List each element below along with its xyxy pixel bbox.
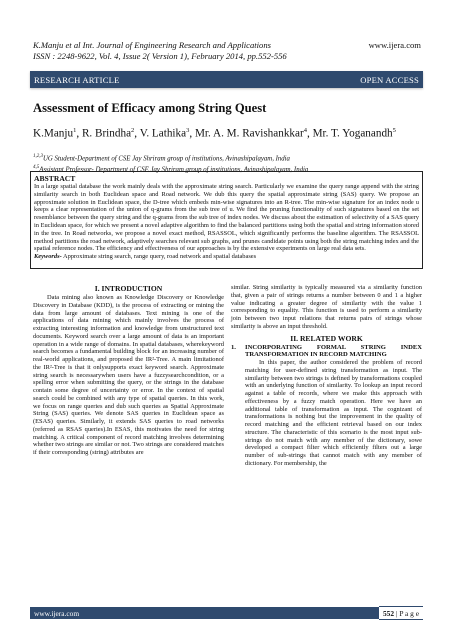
affiliation-sup: 1,2,3 bbox=[33, 154, 43, 159]
right-column bbox=[231, 284, 422, 468]
subsection-heading bbox=[231, 344, 422, 360]
abstract-heading: ABSTRACT bbox=[34, 174, 76, 183]
author-sup: 4 bbox=[303, 127, 307, 134]
author-sup: 2 bbox=[131, 127, 135, 134]
issn-line: ISSN : 2248-9622, Vol. 4, Issue 2( Version 1), February 2014, pp.552-556 bbox=[33, 51, 287, 61]
author-name: Mr. A. M. Ravishankkar bbox=[194, 127, 304, 140]
subsection-title: INCORPORATING FORMAL STRING INDEX TRANSFORMATION IN RECORD MATCHING bbox=[245, 343, 422, 359]
affiliation-text: Assistant Professor- Department of CSE Jay Shriram group of institutions, Avinashipalayam, India bbox=[39, 166, 309, 174]
section-heading-introduction: I. INTRODUCTION bbox=[94, 284, 163, 293]
article-banner bbox=[30, 71, 423, 88]
page-number: 552 bbox=[382, 608, 395, 618]
left-column bbox=[33, 284, 224, 457]
author-name: Mr. T. Yoganandh bbox=[312, 127, 393, 140]
author-sup: 3 bbox=[186, 127, 190, 134]
keywords-label: Keywords- bbox=[34, 253, 62, 261]
subsection-number: 1. bbox=[231, 343, 236, 351]
introduction-paragraph: Data mining also known as Knowledge Discovery or Knowledge Discovery in Database (KDD), is the process of extracting or mining the data from large amount of databases. Text mining is one of the applications of data mining which mainly involves the process of extracting interesting information and knowledge from unstructured text documents. Keyword search over a large amount of data is an important operation in a wide range of domains. In spatial databases, wherekeyword search becomes a fundamental building block for an increasing number of real-world applications, and proposed the IR²-Tree. A main limitationof the IR²-Tree is that it onlysupports exact keyword search. Approximate string search is necessarywhen users have a fuzzysearchcondition, or a spelling error when submitting the query, or the strings in the database contain some degree of uncertainty or error. In the context of spatial search could be combined with any type of spatial queries. In this work, we focus on range queries and dub such queries as Spatial Approximate String (SAS) queries. We denote SAS queries in Euclidean space as (ESAS) queries. Similarly, it extends SAS queries to road networks (referred as RSAS queries).In ESAS, this motivates the need for string matching. A critical component of record matching involves determining whether two strings are similar or not. Two strings are considered matches if their corresponding (string) attributes are bbox=[33, 294, 224, 456]
banner-open-access: OPEN ACCESS bbox=[360, 74, 419, 85]
keywords-text: Approximate string search, range query, road network and spatial databases bbox=[61, 253, 257, 261]
keywords bbox=[34, 253, 419, 261]
author-name: K.Manju bbox=[33, 127, 74, 140]
author-name: V. Lathika bbox=[139, 127, 187, 140]
section-heading-related-work: II. RELATED WORK bbox=[290, 333, 363, 343]
journal-url[interactable]: www.ijera.com bbox=[368, 40, 421, 50]
related-work-paragraph: In this paper, the author considered the problem of record matching for user-defined string transformation as input. The similarity between two strings is defined by transformations coupled with an underlying function of similarity. To lookup an input record against a table of records, where we make this approach with effectiveness by a fuzzy match operation. Here we have an additional table of transformation as input. The cognizant of transformations is nothing but the improvement in the quality of record matching and the efficient retrieval based on our index structure. The characteristic of this scenario is the most input sub-strings do not match with any member of the dictionary, sowe developed a compact filter which efficiently filters out a large number of sub-strings that cannot match with any member of dictionary. For membership, the bbox=[245, 359, 422, 467]
paper-title: Assessment of Efficacy among String Quest bbox=[33, 101, 267, 115]
author-sup: 1 bbox=[73, 127, 77, 134]
footer-site[interactable]: www.ijera.com bbox=[34, 608, 80, 618]
page-footer bbox=[30, 607, 423, 619]
author-name: R. Brindha bbox=[81, 127, 132, 140]
page-label: P a g e bbox=[399, 608, 419, 618]
banner-research-article: RESEARCH ARTICLE bbox=[34, 74, 120, 85]
affiliation-text: UG Student-Department of CSE Jay Shriram group of institutions, Avinashipalayam, India bbox=[43, 155, 290, 163]
journal-header bbox=[33, 40, 421, 62]
abstract-text: In a large spatial database the work mainly deals with the approximate string search. Particularly we examine the query range append with the string similarity search in both Euclidean space and Road network. We dub this query the spatial approximate string (SAS) query. We propose an approximate solution in Euclidean space, the D-tree which embeds min-wise signatures into an R-tree. The min-wise signature for an index node u keeps a clear representation of the union of q-grams from the sub tree of u. We find the pruning functionality of such signatures based on the set resemblance between the query string and the q-grams from the sub tree of index nodes. We discuss about the estimation of selectivity of a SAS query in Euclidean space, for which we present a novel adaptive algorithm to find the balanced partitions using both the spatial and string information stored in the tree. In Road networks, we propose a novel exact method, RSASSOL, which significantly performs the baseline algorithm. The RSASSOL method partitions the road network, adaptively searches relevant sub graphs, and prunes candidate points using both the string matching index and the spatial reference nodes. The efficiency and effectiveness of our approaches is by the extensive experiments on large real data sets. bbox=[34, 183, 419, 253]
author-sup: 5 bbox=[392, 127, 396, 134]
right-paragraph-continued: similar. String similarity is typically measured via a similarity function that, given a pair of strings returns a number between 0 and 1 a higher value indicating a greater degree of similarity with the value 1 corresponding to equality. This function is used to perform a similarity join between two input relations that returns pairs of strings whose similarity is above an input threshold. bbox=[231, 284, 422, 330]
affiliation-sup: 4,5 bbox=[33, 164, 40, 170]
affiliation-line bbox=[33, 153, 421, 164]
footer-page: 552 | P a g e bbox=[379, 606, 423, 620]
author-list: K.Manju$^1$, R. Brindha$^2$, V. Lathika$^3$, Mr. A. M. Ravishankkar$^4$, Mr. T. Yoganandh$^5$ bbox=[33, 127, 396, 140]
abstract-box bbox=[30, 171, 423, 269]
journal-line: K.Manju et al Int. Journal of Engineering Research and Applications bbox=[33, 40, 271, 50]
